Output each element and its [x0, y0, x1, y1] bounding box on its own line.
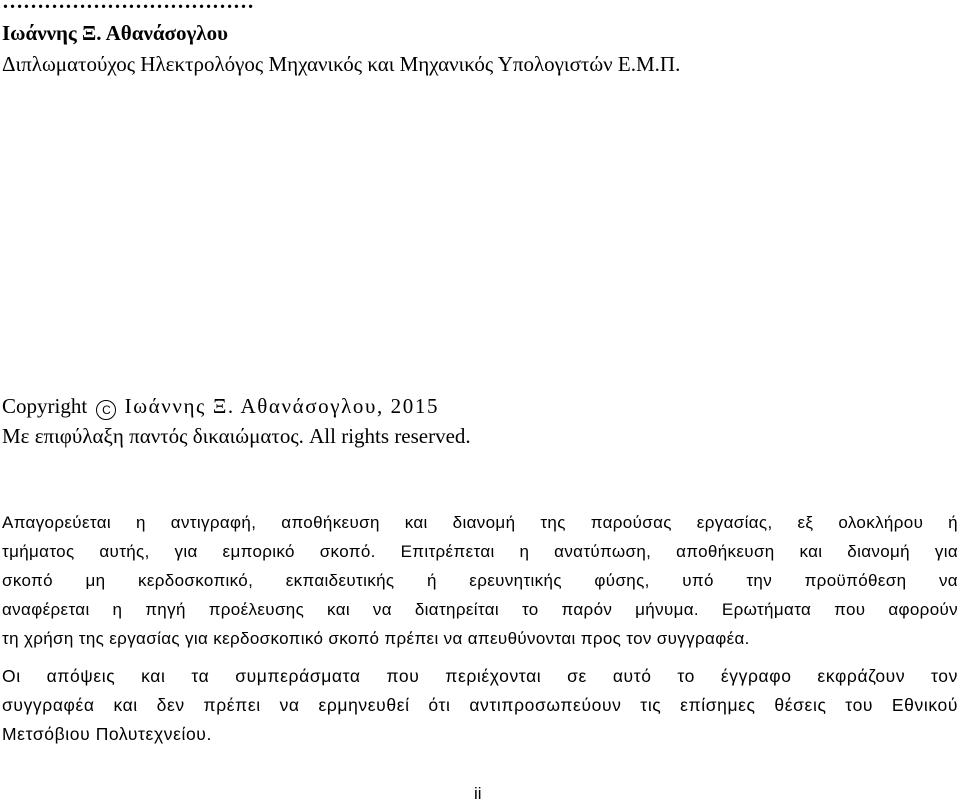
copyright-symbol-icon: C: [96, 400, 116, 420]
paragraph-line: Οι απόψεις και τα συμπεράσματα που περιέχονται σε αυτό το έγγραφο εκφράζουν τον: [2, 666, 958, 686]
paragraph-line: σκοπό μη κερδοσκοπικό, εκπαιδευτικής ή ερευνητικής φύσης, υπό την προϋπόθεση να: [2, 571, 958, 590]
paragraph-line: τμήματος αυτής, για εμπορικό σκοπό. Επιτρέπεται η ανατύπωση, αποθήκευση και διανομή για: [2, 542, 958, 561]
copyright-holder: Ιωάννης Ξ. Αθανάσογλου, 2015: [124, 394, 440, 418]
legal-notice-paragraph: [2, 508, 958, 653]
copyright-word: Copyright: [2, 394, 88, 418]
page-number: ii: [474, 784, 482, 803]
author-degree: Διπλωματούχος Ηλεκτρολόγος Μηχανικός και Μηχανικός Υπολογιστών Ε.Μ.Π.: [2, 52, 681, 76]
paragraph-line: Απαγορεύεται η αντιγραφή, αποθήκευση και διανομή της παρούσας εργασίας, εξ ολοκλήρου ή: [2, 513, 958, 532]
paragraph-line: αναφέρεται η πηγή προέλευσης και να διατηρείται το παρόν μήνυμα. Ερωτήματα που αφορούν: [2, 600, 958, 619]
dotted-line: ………………………………: [2, 0, 254, 13]
rights-reserved: Με επιφύλαξη παντός δικαιώματος. All rights reserved.: [2, 424, 471, 448]
paragraph-line: Μετσόβιου Πολυτεχνείου.: [2, 724, 212, 744]
paragraph-line: τη χρήση της εργασίας για κερδοσκοπικό σκοπό πρέπει να απευθύνονται προς τον συγγραφέα.: [2, 629, 750, 648]
disclaimer-paragraph: [2, 662, 958, 749]
author-name: Ιωάννης Ξ. Αθανάσογλου: [2, 21, 229, 45]
paragraph-line: συγγραφέα και δεν πρέπει να ερμηνευθεί ότι αντιπροσωπεύουν τις επίσημες θέσεις του Εθνικού: [2, 695, 958, 715]
copyright-line: [2, 394, 439, 420]
